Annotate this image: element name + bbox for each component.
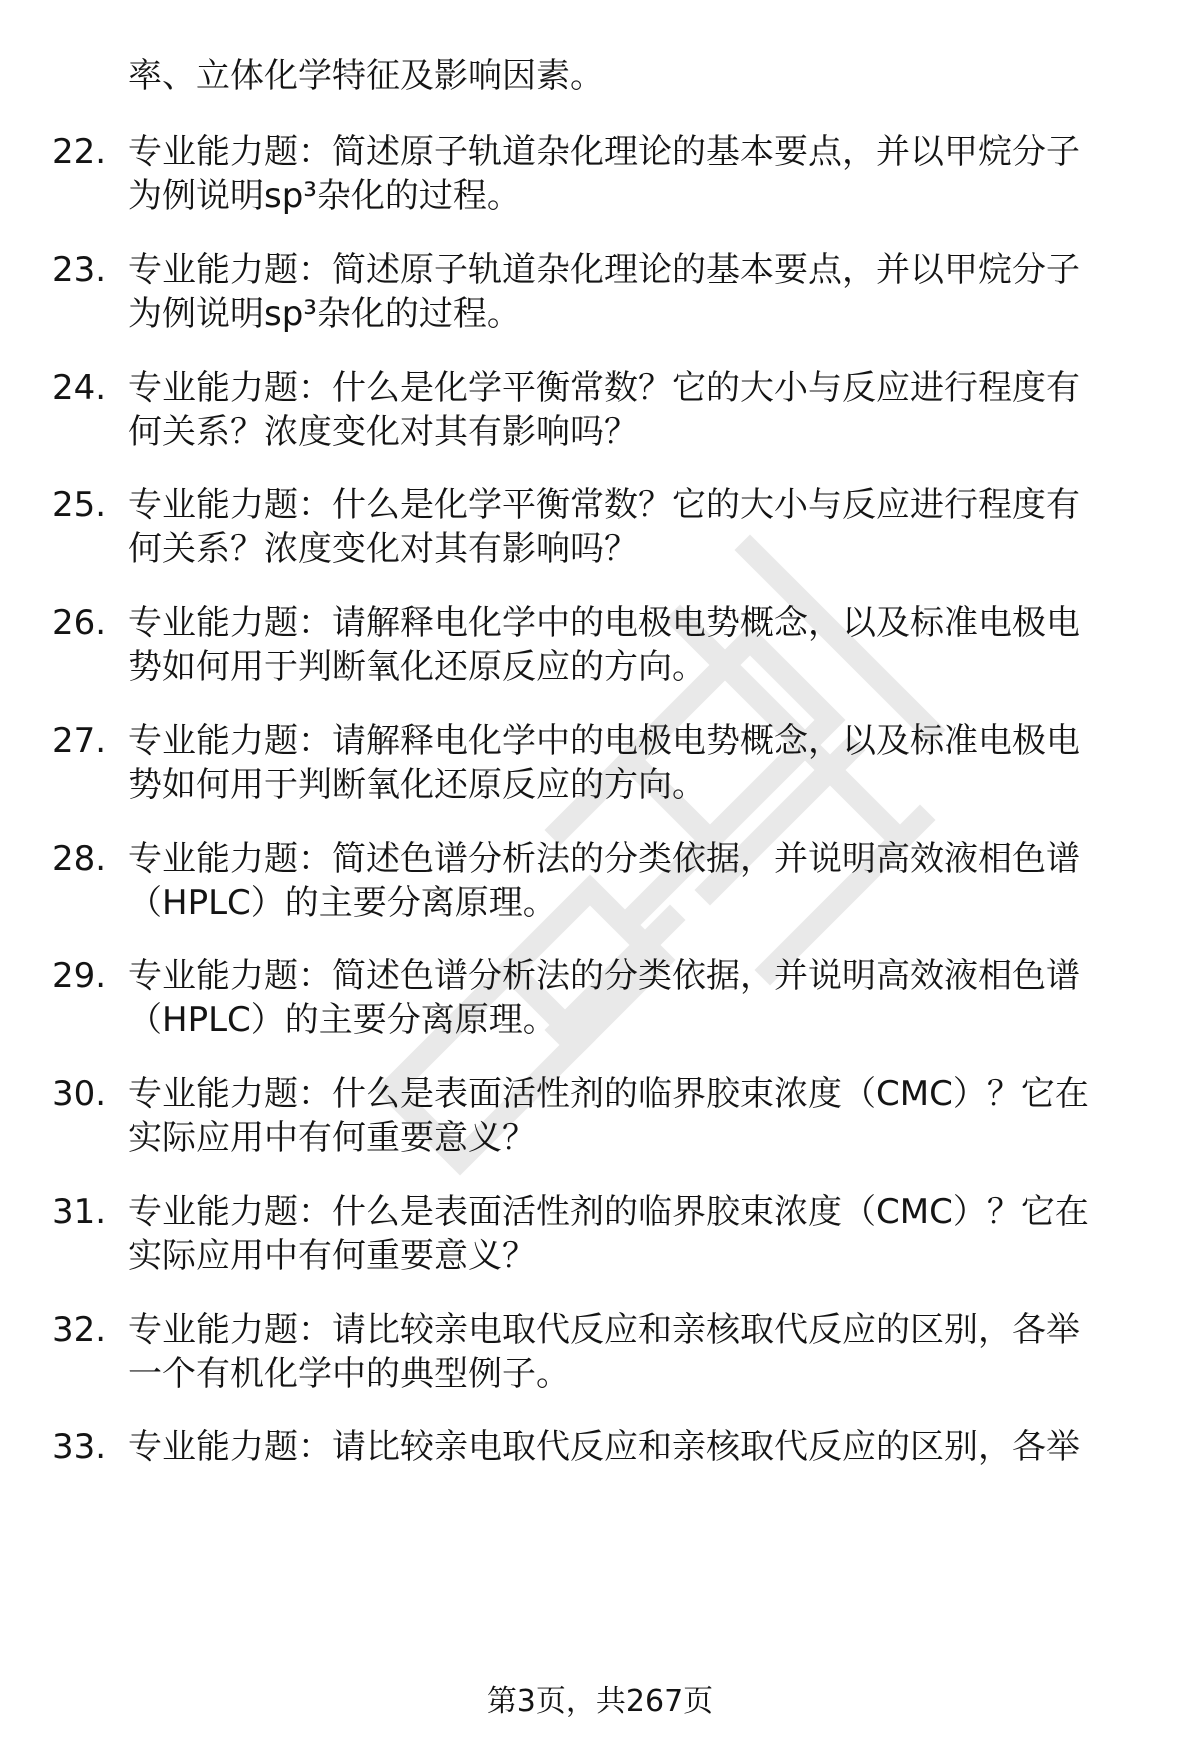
question-text-line1: 专业能力题：简述原子轨道杂化理论的基本要点，并以甲烷分子 [128, 132, 1080, 172]
question-number: 23. [52, 250, 107, 290]
question-number: 32. [52, 1310, 107, 1350]
question-text-line1: 专业能力题：请比较亲电取代反应和亲核取代反应的区别，各举 [128, 1310, 1080, 1350]
question-number: 28. [52, 839, 107, 879]
question-number: 29. [52, 956, 107, 996]
question-text-line2: （HPLC）的主要分离原理。 [128, 1000, 557, 1040]
question-number: 31. [52, 1192, 107, 1232]
question-text-line2: 实际应用中有何重要意义？ [128, 1118, 536, 1158]
question-text-line1: 专业能力题：请解释电化学中的电极电势概念，以及标准电极电 [128, 603, 1080, 643]
question-number: 33. [52, 1427, 107, 1467]
question-text-line1: 专业能力题：请比较亲电取代反应和亲核取代反应的区别，各举 [128, 1427, 1080, 1467]
question-text-line1: 专业能力题：什么是表面活性剂的临界胶束浓度（CMC）？它在 [128, 1074, 1089, 1114]
question-text-line2: （HPLC）的主要分离原理。 [128, 883, 557, 923]
question-text-line2: 势如何用于判断氧化还原反应的方向。 [128, 647, 706, 687]
question-text-line1: 专业能力题：什么是化学平衡常数？它的大小与反应进行程度有 [128, 368, 1080, 408]
question-number: 25. [52, 485, 107, 525]
question-text-line2: 何关系？浓度变化对其有影响吗？ [128, 529, 638, 569]
question-text-line2: 为例说明sp³杂化的过程。 [128, 294, 521, 334]
question-text-line2: 实际应用中有何重要意义？ [128, 1236, 536, 1276]
question-text-line1: 专业能力题：简述原子轨道杂化理论的基本要点，并以甲烷分子 [128, 250, 1080, 290]
question-text-line1: 专业能力题：简述色谱分析法的分类依据，并说明高效液相色谱 [128, 839, 1080, 879]
question-number: 24. [52, 368, 107, 408]
question-number: 30. [52, 1074, 107, 1114]
question-number: 22. [52, 132, 107, 172]
question-text-line2: 一个有机化学中的典型例子。 [128, 1354, 570, 1394]
question-text-line1: 专业能力题：什么是表面活性剂的临界胶束浓度（CMC）？它在 [128, 1192, 1089, 1232]
question-text-line2: 势如何用于判断氧化还原反应的方向。 [128, 765, 706, 805]
page-footer: 第3页，共267页 [486, 1684, 714, 1719]
question-text-line2: 何关系？浓度变化对其有影响吗？ [128, 412, 638, 452]
question-text-line1: 专业能力题：什么是化学平衡常数？它的大小与反应进行程度有 [128, 485, 1080, 525]
question-text-line1: 专业能力题：简述色谱分析法的分类依据，并说明高效液相色谱 [128, 956, 1080, 996]
intro-line: 率、立体化学特征及影响因素。 [128, 56, 604, 96]
question-text-line2: 为例说明sp³杂化的过程。 [128, 176, 521, 216]
question-number: 27. [52, 721, 107, 761]
question-number: 26. [52, 603, 107, 643]
question-text-line1: 专业能力题：请解释电化学中的电极电势概念，以及标准电极电 [128, 721, 1080, 761]
